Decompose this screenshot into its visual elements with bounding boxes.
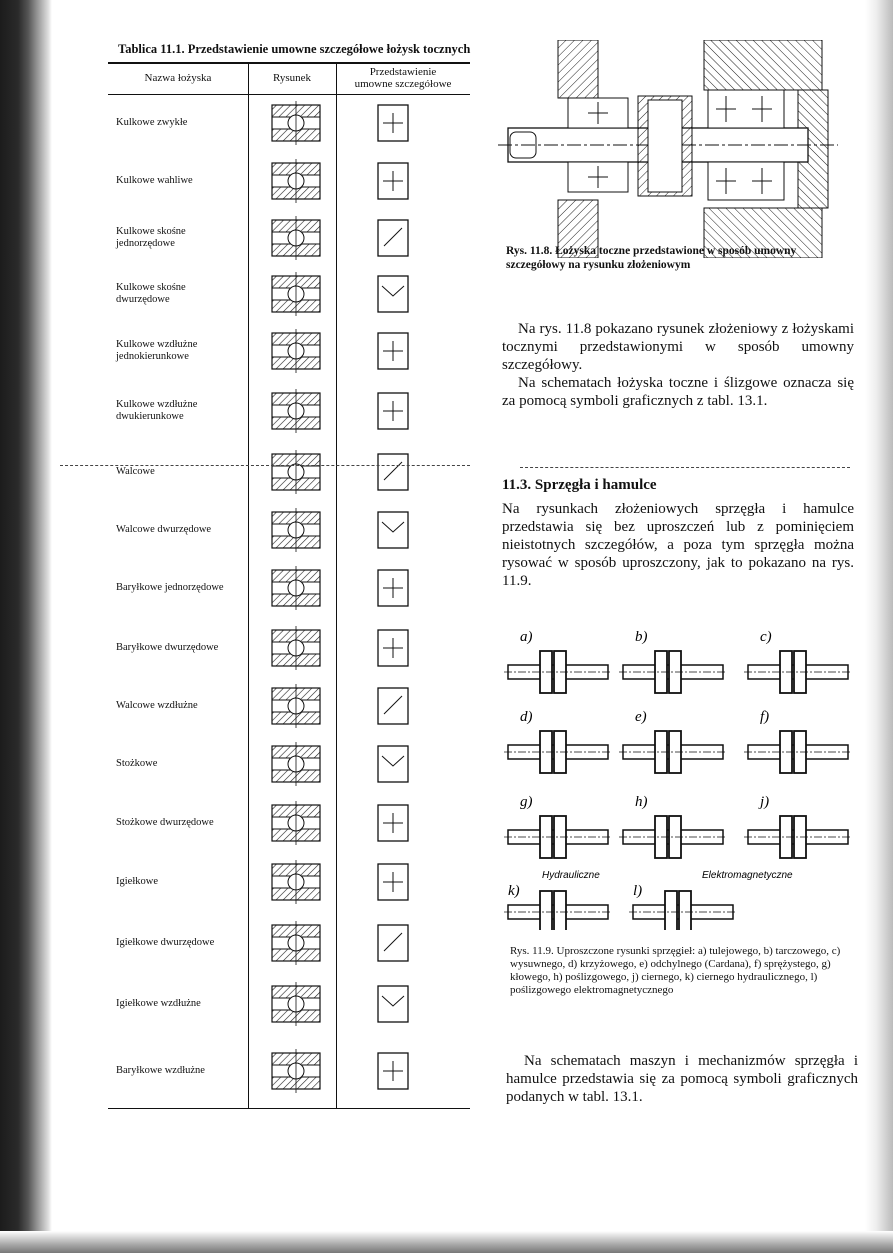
table-row bbox=[108, 442, 470, 502]
coupling-sketch bbox=[629, 891, 737, 930]
bearing-symbol bbox=[370, 984, 416, 1024]
bearing-drawing bbox=[266, 329, 326, 373]
book-binding-shadow bbox=[0, 0, 52, 1253]
scan-bottom-edge bbox=[0, 1231, 893, 1253]
bearing-name: Igiełkowe bbox=[116, 876, 158, 887]
bearing-name: Walcowe wzdłużne bbox=[116, 700, 198, 711]
table-row bbox=[108, 912, 470, 974]
dashed-guide-line bbox=[520, 467, 850, 468]
coupling-sketch bbox=[744, 651, 852, 693]
bearing-symbol bbox=[370, 218, 416, 258]
bearing-drawing bbox=[266, 216, 326, 260]
bearing-name: Igiełkowe wzdłużne bbox=[116, 998, 201, 1009]
bearing-name: Kulkowe skośne dwurzędowe bbox=[116, 282, 186, 305]
bearing-name: Baryłkowe wzdłużne bbox=[116, 1065, 205, 1076]
bearing-symbol bbox=[370, 862, 416, 902]
table-row bbox=[108, 502, 470, 558]
coupling-label: g) bbox=[520, 794, 533, 810]
bearing-symbol bbox=[370, 103, 416, 143]
table-row bbox=[108, 380, 470, 442]
bearing-name: Stożkowe dwurzędowe bbox=[116, 817, 214, 828]
coupling-sketch bbox=[619, 816, 727, 858]
bearing-symbol bbox=[370, 452, 416, 492]
bearing-name: Walcowe dwurzędowe bbox=[116, 524, 212, 535]
bearing-symbol bbox=[370, 161, 416, 201]
bearing-name: Kulkowe wahliwe bbox=[116, 175, 193, 186]
coupling-sketch bbox=[504, 731, 612, 773]
coupling-label: h) bbox=[635, 794, 648, 810]
bearing-symbol bbox=[370, 568, 416, 608]
bearing-name: Baryłkowe dwurzędowe bbox=[116, 642, 219, 653]
bearing-drawing bbox=[266, 982, 326, 1026]
paragraph-1 bbox=[502, 320, 854, 410]
bearing-drawing bbox=[266, 450, 326, 494]
bearing-name: Kulkowe skośne jednorzędowe bbox=[116, 226, 186, 249]
gear bbox=[638, 96, 692, 196]
bearing-name: Baryłkowe jednorzędowe bbox=[116, 582, 224, 593]
table-row bbox=[108, 974, 470, 1034]
table-row bbox=[108, 322, 470, 380]
table-row bbox=[108, 618, 470, 678]
bearing-drawing bbox=[266, 801, 326, 845]
bearing-table bbox=[108, 62, 470, 1110]
dashed-guide-line bbox=[60, 465, 470, 466]
table-row bbox=[108, 852, 470, 912]
bearing-drawing bbox=[266, 684, 326, 728]
paragraph-4: Na schematach maszyn i mechanizmów sprzęgła i hamulce przedstawia się za pomocą symboli graficznych podanych w tabl. 13.1. bbox=[506, 1053, 858, 1105]
table-row bbox=[108, 794, 470, 852]
table-row bbox=[108, 734, 470, 794]
coupling-label: f) bbox=[760, 709, 770, 725]
bearing-name: Stożkowe bbox=[116, 758, 158, 769]
column-header-symbol: Przedstawienie umowne szczegółowe bbox=[354, 66, 452, 90]
bearing-symbol bbox=[370, 1051, 416, 1091]
coupling-label: c) bbox=[760, 629, 772, 645]
bearing-symbol bbox=[370, 274, 416, 314]
bearing-symbol bbox=[370, 331, 416, 371]
figure-11-9-caption: Rys. 11.9. Uproszczone rysunki sprzęgieł: a) tulejowego, b) tarczowego, c) wysuwnego, d) krzyżowego, e) odchylnego (Cardana), f) sprężystego, g) kłowego, h) poślizgowego, j) ciernego, k) ciernego hydraulicznego, l) poślizgowego elektromagnetycznego bbox=[510, 945, 841, 996]
label-electromagnetic: Elektromagnetyczne bbox=[702, 870, 793, 881]
bearing-drawing bbox=[266, 159, 326, 203]
coupling-label: l) bbox=[633, 883, 643, 899]
bearing-drawing bbox=[266, 1049, 326, 1093]
bearing-name: Igiełkowe dwurzędowe bbox=[116, 937, 215, 948]
coupling-sketch bbox=[744, 816, 852, 858]
coupling-sketch bbox=[504, 891, 612, 930]
bearing-name: Walcowe bbox=[116, 466, 155, 477]
label-hydraulic: Hydrauliczne bbox=[542, 870, 600, 881]
coupling-label: j) bbox=[760, 794, 770, 810]
coupling-label: b) bbox=[635, 629, 648, 645]
paragraph-2-text: Na schematach łożyska toczne i ślizgowe oznacza się za pomocą symboli graficznych z tabl. 13.1. bbox=[502, 375, 854, 409]
bearing-symbol bbox=[370, 628, 416, 668]
table-row bbox=[108, 152, 470, 210]
column-header-drawing: Rysunek bbox=[272, 72, 312, 84]
table-caption: Tablica 11.1. Przedstawienie umowne szczegółowe łożysk tocznych bbox=[118, 42, 471, 56]
coupling-sketch bbox=[504, 816, 612, 858]
bearing-name: Kulkowe wzdłużne dwukierunkowe bbox=[116, 399, 198, 422]
table-row bbox=[108, 94, 470, 152]
paragraph-3: Na rysunkach złożeniowych sprzęgła i hamulce przedstawia się bez uproszczeń lub z pominięciem nieistotnych szczegółów, a poza tym sprzęgła można rysować w sposób uproszczony, jak to pokazano na rys. 11.9. bbox=[502, 501, 854, 589]
coupling-label: a) bbox=[520, 629, 533, 645]
coupling-label: d) bbox=[520, 709, 533, 725]
paragraph-1-text: Na rys. 11.8 pokazano rysunek złożeniowy z łożyskami tocznymi przedstawionymi w sposób umowny szczegółowy. bbox=[502, 321, 854, 373]
section-title: 11.3. Sprzęgła i hamulce bbox=[502, 477, 657, 493]
coupling-sketch bbox=[744, 731, 852, 773]
figure-11-8-caption: Rys. 11.8. Łożyska toczne przedstawione w sposób umowny szczegółowy na rysunku złożeniowym bbox=[506, 245, 797, 271]
bearing-symbol bbox=[370, 744, 416, 784]
coupling-sketch bbox=[619, 651, 727, 693]
bearing-drawing bbox=[266, 101, 326, 145]
bearing-drawing bbox=[266, 921, 326, 965]
table-row bbox=[108, 678, 470, 734]
bearing-name: Kulkowe zwykłe bbox=[116, 117, 188, 128]
bearing-symbol bbox=[370, 686, 416, 726]
bearing-drawing bbox=[266, 626, 326, 670]
table-row bbox=[108, 558, 470, 618]
coupling-label: e) bbox=[635, 709, 647, 725]
bearing-drawing bbox=[266, 389, 326, 433]
table-row bbox=[108, 266, 470, 322]
bearing-symbol bbox=[370, 803, 416, 843]
bearing-drawing bbox=[266, 508, 326, 552]
coupling-label: k) bbox=[508, 883, 520, 899]
bearing-drawing bbox=[266, 742, 326, 786]
bearing-drawing bbox=[266, 860, 326, 904]
page-edge-shadow bbox=[865, 0, 893, 1253]
table-row bbox=[108, 210, 470, 266]
coupling-sketch bbox=[504, 651, 612, 693]
coupling-sketch bbox=[619, 731, 727, 773]
bearing-symbol bbox=[370, 391, 416, 431]
table-bottom-rule bbox=[108, 1108, 470, 1109]
column-header-name: Nazwa łożyska bbox=[144, 72, 212, 84]
table-row bbox=[108, 1034, 470, 1108]
bearing-drawing bbox=[266, 272, 326, 316]
bearing-name: Kulkowe wzdłużne jednokierunkowe bbox=[116, 339, 198, 362]
bearing-symbol bbox=[370, 923, 416, 963]
assembly-drawing-figure bbox=[498, 40, 846, 258]
bearing-symbol bbox=[370, 510, 416, 550]
bearing-drawing bbox=[266, 566, 326, 610]
coupling-sketches bbox=[504, 629, 852, 930]
couplings-figure bbox=[498, 620, 858, 930]
